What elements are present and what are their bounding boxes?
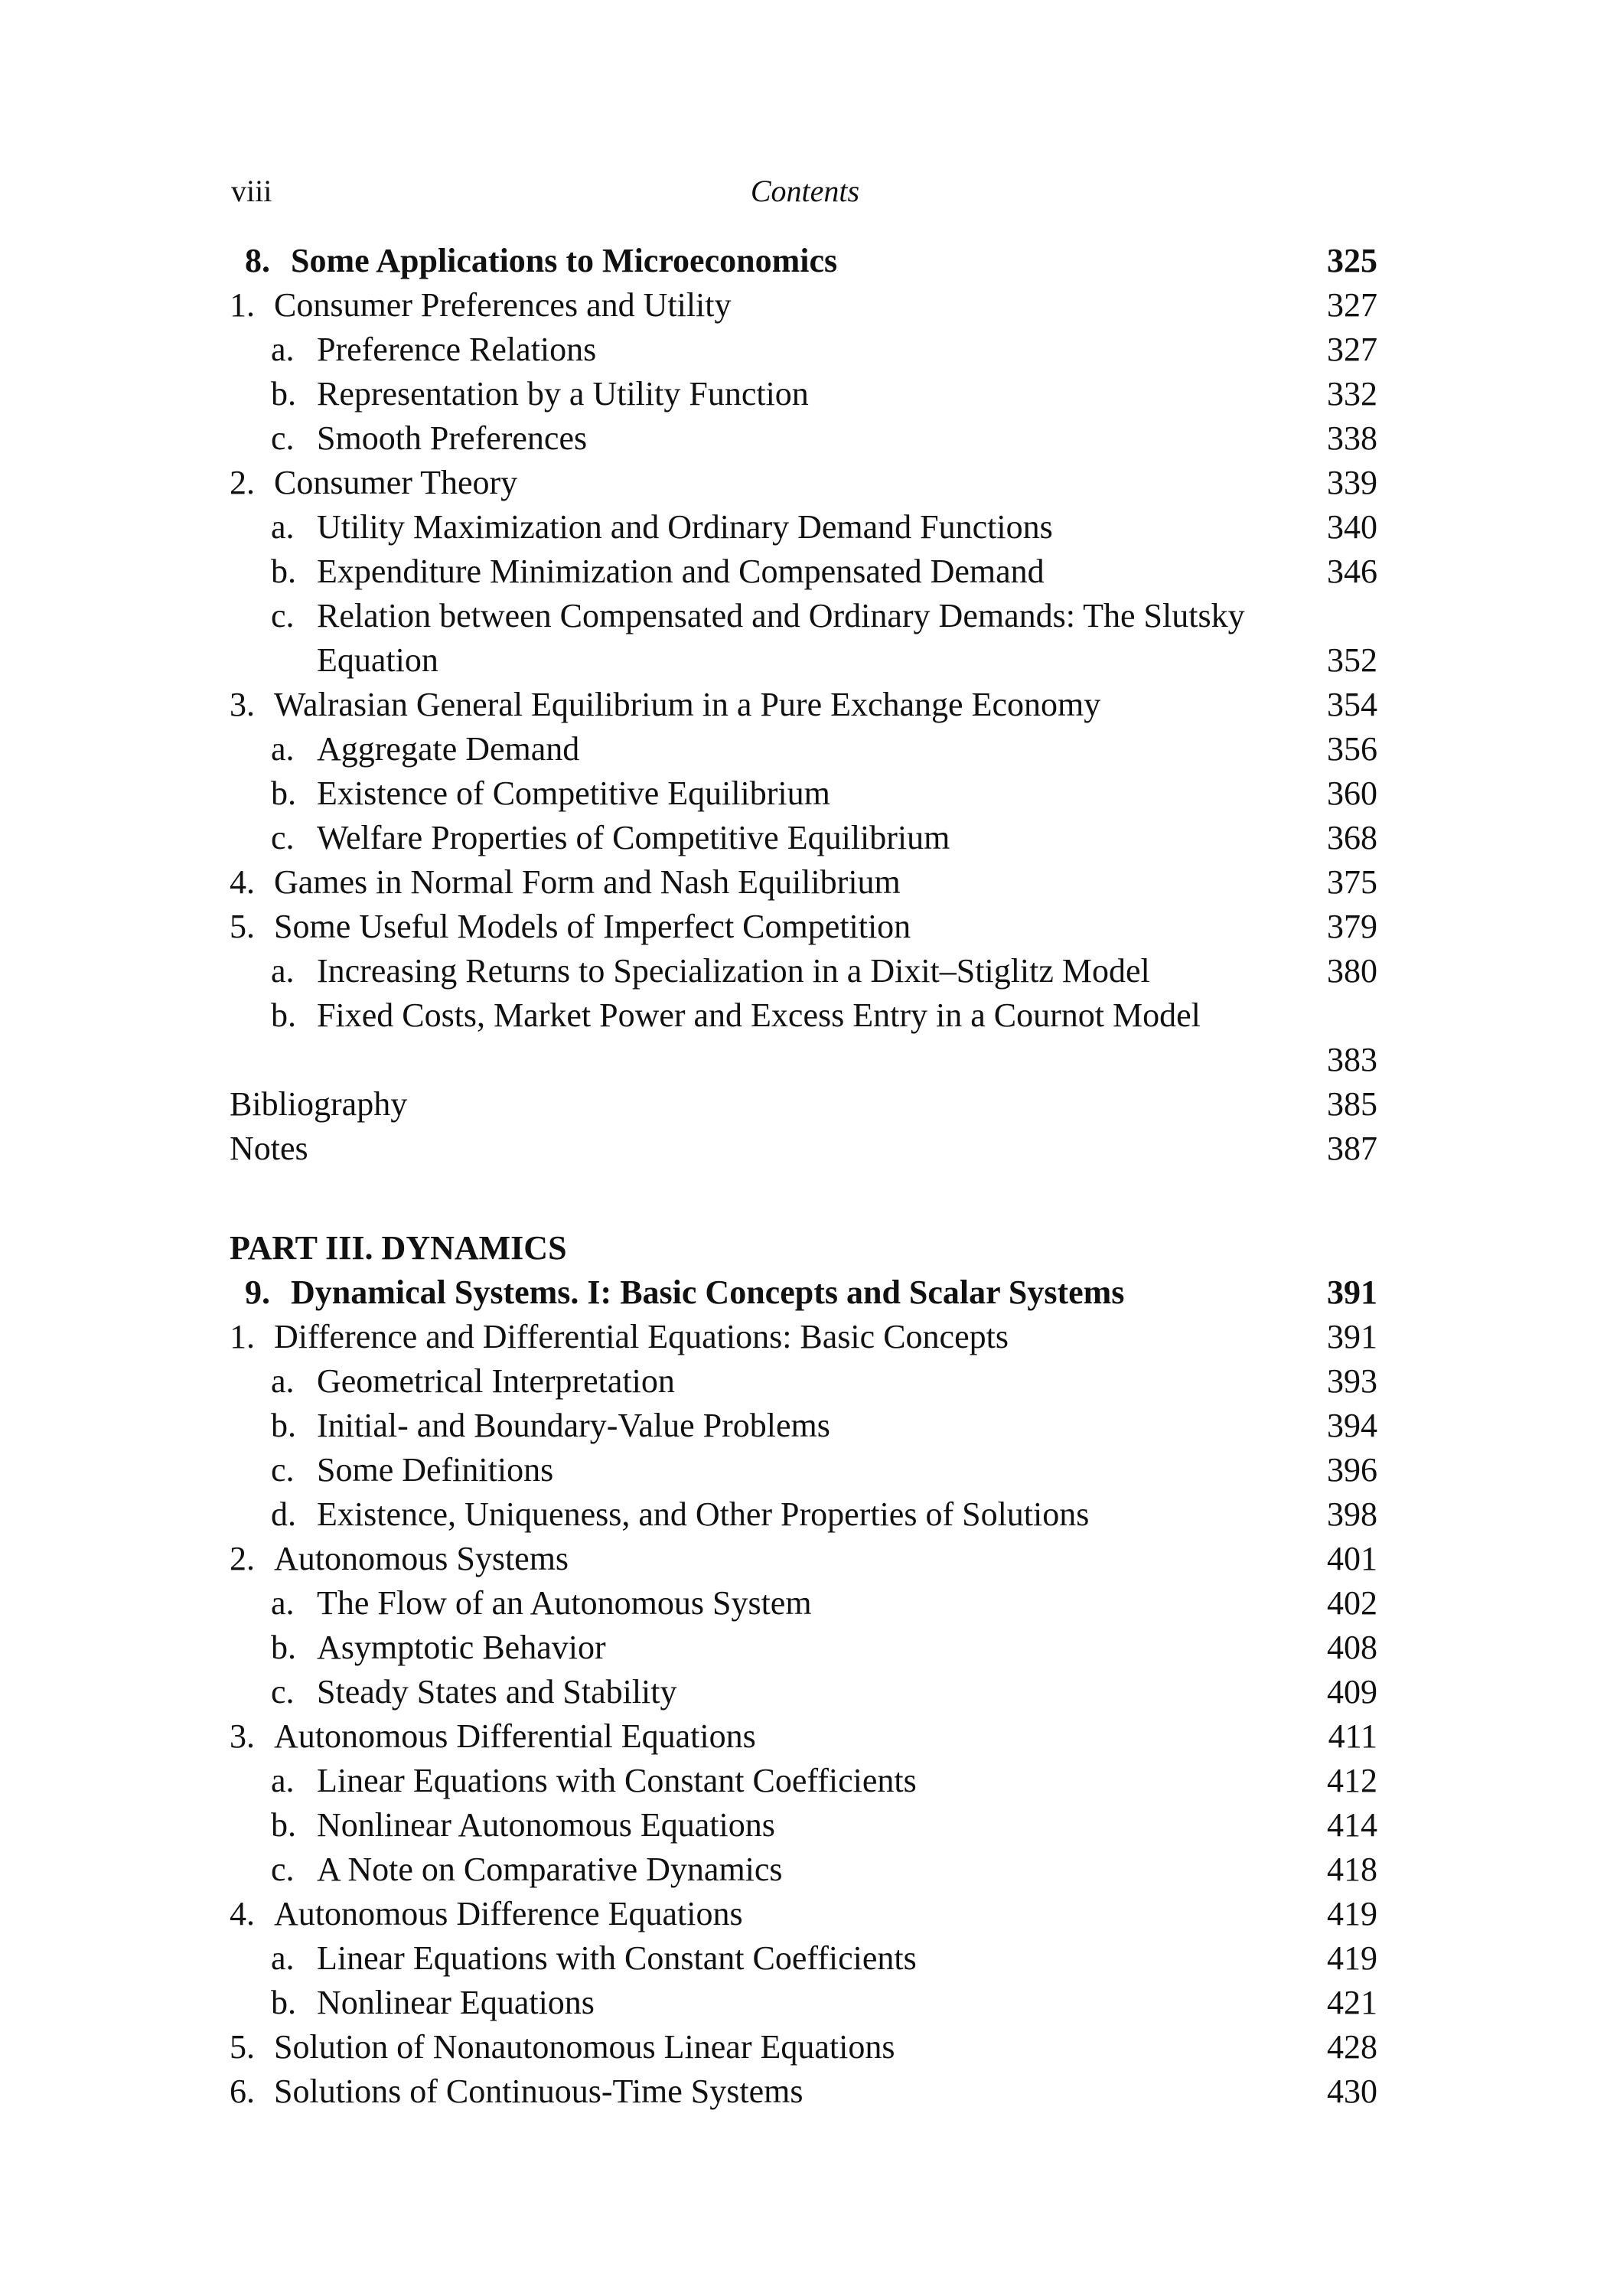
entry-page: 356 bbox=[1327, 730, 1377, 768]
toc-entry bbox=[230, 1936, 1377, 1981]
toc-entry bbox=[230, 283, 1377, 328]
toc-entry bbox=[230, 1981, 1377, 2025]
entry-number: c. bbox=[271, 419, 295, 457]
running-head bbox=[231, 173, 1379, 219]
entry-title: Solutions of Continuous-Time Systems bbox=[274, 2073, 804, 2110]
entry-number: a. bbox=[271, 331, 295, 368]
entry-number: c. bbox=[271, 1673, 295, 1711]
entry-title: Expenditure Minimization and Compensated Demand bbox=[317, 553, 1045, 590]
entry-number: a. bbox=[271, 1584, 295, 1622]
toc-entry bbox=[230, 1537, 1377, 1581]
chapter-8-entries bbox=[230, 283, 1377, 1171]
entry-number: 3. bbox=[230, 1717, 255, 1755]
toc-entry bbox=[230, 372, 1377, 416]
toc-entry bbox=[230, 1892, 1377, 1936]
toc-entry bbox=[230, 1082, 1377, 1127]
toc-entry bbox=[230, 1759, 1377, 1803]
toc-entry bbox=[230, 2025, 1377, 2069]
entry-title: Autonomous Differential Equations bbox=[274, 1717, 756, 1755]
entry-page: 368 bbox=[1327, 819, 1377, 856]
entry-title: Walrasian General Equilibrium in a Pure Exchange Economy bbox=[274, 686, 1101, 723]
entry-page: 394 bbox=[1327, 1407, 1377, 1444]
entry-title: Representation by a Utility Function bbox=[317, 375, 809, 413]
entry-page: 387 bbox=[1327, 1130, 1377, 1167]
entry-title: Linear Equations with Constant Coefficients bbox=[317, 1762, 917, 1799]
running-title: Contents bbox=[750, 174, 860, 208]
entry-number: 4. bbox=[230, 863, 255, 901]
entry-number: 5. bbox=[230, 2028, 255, 2066]
entry-title: Increasing Returns to Specialization in a Dixit–Stiglitz Model bbox=[317, 952, 1150, 990]
entry-title: Existence, Uniqueness, and Other Properties of Solutions bbox=[317, 1495, 1090, 1533]
entry-page: 332 bbox=[1327, 375, 1377, 413]
entry-number: a. bbox=[271, 730, 295, 768]
entry-title: Utility Maximization and Ordinary Demand Functions bbox=[317, 508, 1053, 546]
chapter-heading bbox=[230, 239, 1377, 283]
entry-page: 401 bbox=[1327, 1540, 1377, 1577]
toc-entry bbox=[230, 949, 1377, 993]
toc-entry bbox=[230, 1581, 1377, 1626]
entry-title: Consumer Preferences and Utility bbox=[274, 286, 732, 324]
entry-title: Relation between Compensated and Ordinary Demands: The Slutsky Equation bbox=[317, 597, 1245, 679]
chapter-heading bbox=[230, 1270, 1377, 1315]
toc-entry bbox=[230, 727, 1377, 771]
toc-entry bbox=[230, 860, 1377, 905]
table-of-contents bbox=[230, 239, 1377, 2114]
toc-entry bbox=[230, 993, 1377, 1082]
entry-page: 383 bbox=[1327, 1041, 1377, 1078]
entry-title: Initial- and Boundary-Value Problems bbox=[317, 1407, 830, 1444]
toc-entry bbox=[230, 1848, 1377, 1892]
entry-page: 398 bbox=[1327, 1495, 1377, 1533]
entry-title: Consumer Theory bbox=[274, 464, 518, 501]
entry-number: a. bbox=[271, 952, 295, 990]
toc-entry bbox=[230, 1714, 1377, 1759]
entry-page: 414 bbox=[1327, 1806, 1377, 1844]
entry-number: b. bbox=[271, 1984, 296, 2021]
entry-number: b. bbox=[271, 1629, 296, 1666]
entry-number: 3. bbox=[230, 686, 255, 723]
entry-title: A Note on Comparative Dynamics bbox=[317, 1851, 783, 1888]
entry-number: a. bbox=[271, 1762, 295, 1799]
entry-number: 6. bbox=[230, 2073, 255, 2110]
page-number: viii bbox=[231, 174, 272, 208]
chapter-number: 8. bbox=[245, 242, 270, 279]
entry-title: Nonlinear Equations bbox=[317, 1984, 595, 2021]
entry-number: 1. bbox=[230, 1318, 255, 1355]
entry-page: 428 bbox=[1327, 2028, 1377, 2066]
part-heading bbox=[230, 1226, 1377, 1270]
toc-entry bbox=[230, 1803, 1377, 1848]
toc-entry bbox=[230, 905, 1377, 949]
entry-title: Nonlinear Autonomous Equations bbox=[317, 1806, 775, 1844]
toc-entry bbox=[230, 2069, 1377, 2114]
toc-entry bbox=[230, 1492, 1377, 1537]
toc-entry bbox=[230, 1127, 1377, 1171]
entry-number: b. bbox=[271, 775, 296, 812]
entry-page: 340 bbox=[1327, 508, 1377, 546]
entry-title: Solution of Nonautonomous Linear Equations bbox=[274, 2028, 895, 2066]
entry-number: c. bbox=[271, 819, 295, 856]
entry-page: 412 bbox=[1327, 1762, 1377, 1799]
entry-number: d. bbox=[271, 1495, 296, 1533]
toc-entry bbox=[230, 1670, 1377, 1714]
entry-page: 430 bbox=[1327, 2073, 1377, 2110]
toc-entry bbox=[230, 1404, 1377, 1448]
entry-number: 1. bbox=[230, 286, 255, 324]
entry-number: c. bbox=[271, 597, 295, 634]
entry-title: Some Useful Models of Imperfect Competition bbox=[274, 908, 911, 945]
entry-page: 339 bbox=[1327, 464, 1377, 501]
entry-page: 418 bbox=[1327, 1851, 1377, 1888]
toc-entry bbox=[230, 416, 1377, 461]
entry-number: 2. bbox=[230, 1540, 255, 1577]
chapter-page: 325 bbox=[1327, 242, 1377, 279]
entry-title: Geometrical Interpretation bbox=[317, 1362, 675, 1400]
chapter-title: Some Applications to Microeconomics bbox=[291, 242, 838, 279]
entry-number: c. bbox=[271, 1851, 295, 1888]
entry-title: Steady States and Stability bbox=[317, 1673, 677, 1711]
entry-title: Linear Equations with Constant Coefficients bbox=[317, 1939, 917, 1977]
entry-page: 402 bbox=[1327, 1584, 1377, 1622]
chapter-title: Dynamical Systems. I: Basic Concepts and Scalar Systems bbox=[291, 1274, 1125, 1311]
entry-number: 5. bbox=[230, 908, 255, 945]
entry-page: 375 bbox=[1327, 863, 1377, 901]
toc-entry bbox=[230, 594, 1377, 683]
entry-title: Bibliography bbox=[230, 1085, 408, 1123]
entry-page: 419 bbox=[1327, 1939, 1377, 1977]
entry-page: 385 bbox=[1327, 1085, 1377, 1123]
entry-title: Welfare Properties of Competitive Equilibrium bbox=[317, 819, 950, 856]
toc-entry bbox=[230, 1359, 1377, 1404]
chapter-number: 9. bbox=[245, 1274, 270, 1311]
part-spacer bbox=[230, 1171, 1377, 1226]
toc-entry bbox=[230, 1315, 1377, 1359]
entry-number: a. bbox=[271, 1362, 295, 1400]
entry-title: Aggregate Demand bbox=[317, 730, 580, 768]
entry-title: Notes bbox=[230, 1130, 308, 1167]
part-title: PART III. DYNAMICS bbox=[230, 1229, 567, 1267]
entry-number: b. bbox=[271, 1806, 296, 1844]
entry-page: 327 bbox=[1327, 286, 1377, 324]
entry-page: 327 bbox=[1327, 331, 1377, 368]
toc-entry bbox=[230, 328, 1377, 372]
toc-entry bbox=[230, 771, 1377, 816]
entry-title: Existence of Competitive Equilibrium bbox=[317, 775, 830, 812]
entry-number: b. bbox=[271, 553, 296, 590]
entry-title: Autonomous Systems bbox=[274, 1540, 569, 1577]
toc-entry bbox=[230, 1448, 1377, 1492]
entry-page: 354 bbox=[1327, 686, 1377, 723]
chapter-9-entries bbox=[230, 1315, 1377, 2114]
toc-entry bbox=[230, 816, 1377, 860]
entry-number: a. bbox=[271, 508, 295, 546]
entry-page: 380 bbox=[1327, 952, 1377, 990]
entry-number: b. bbox=[271, 1407, 296, 1444]
entry-page: 408 bbox=[1327, 1629, 1377, 1666]
entry-page: 409 bbox=[1327, 1673, 1377, 1711]
entry-page: 352 bbox=[1327, 641, 1377, 679]
entry-title: Asymptotic Behavior bbox=[317, 1629, 606, 1666]
toc-entry bbox=[230, 461, 1377, 505]
entry-number: 2. bbox=[230, 464, 255, 501]
entry-title: Preference Relations bbox=[317, 331, 597, 368]
chapter-page: 391 bbox=[1327, 1274, 1377, 1311]
toc-entry bbox=[230, 1626, 1377, 1670]
entry-page: 419 bbox=[1327, 1895, 1377, 1932]
entry-page: 379 bbox=[1327, 908, 1377, 945]
entry-title: Autonomous Difference Equations bbox=[274, 1895, 743, 1932]
toc-entry bbox=[230, 505, 1377, 550]
entry-page: 421 bbox=[1327, 1984, 1377, 2021]
entry-page: 391 bbox=[1327, 1318, 1377, 1355]
entry-title: Smooth Preferences bbox=[317, 419, 588, 457]
entry-number: b. bbox=[271, 996, 296, 1034]
entry-page: 346 bbox=[1327, 553, 1377, 590]
entry-title: Some Definitions bbox=[317, 1451, 554, 1489]
entry-number: b. bbox=[271, 375, 296, 413]
entry-page: 338 bbox=[1327, 419, 1377, 457]
entry-title: Games in Normal Form and Nash Equilibrium bbox=[274, 863, 901, 901]
entry-title: Difference and Differential Equations: Basic Concepts bbox=[274, 1318, 1009, 1355]
entry-page: 360 bbox=[1327, 775, 1377, 812]
toc-entry bbox=[230, 683, 1377, 727]
entry-title: Fixed Costs, Market Power and Excess Entry in a Cournot Model bbox=[317, 996, 1201, 1034]
entry-number: 4. bbox=[230, 1895, 255, 1932]
entry-page: 411 bbox=[1328, 1717, 1377, 1755]
entry-title: The Flow of an Autonomous System bbox=[317, 1584, 812, 1622]
entry-page: 393 bbox=[1327, 1362, 1377, 1400]
entry-page: 396 bbox=[1327, 1451, 1377, 1489]
entry-number: c. bbox=[271, 1451, 295, 1489]
entry-number: a. bbox=[271, 1939, 295, 1977]
toc-entry bbox=[230, 550, 1377, 594]
